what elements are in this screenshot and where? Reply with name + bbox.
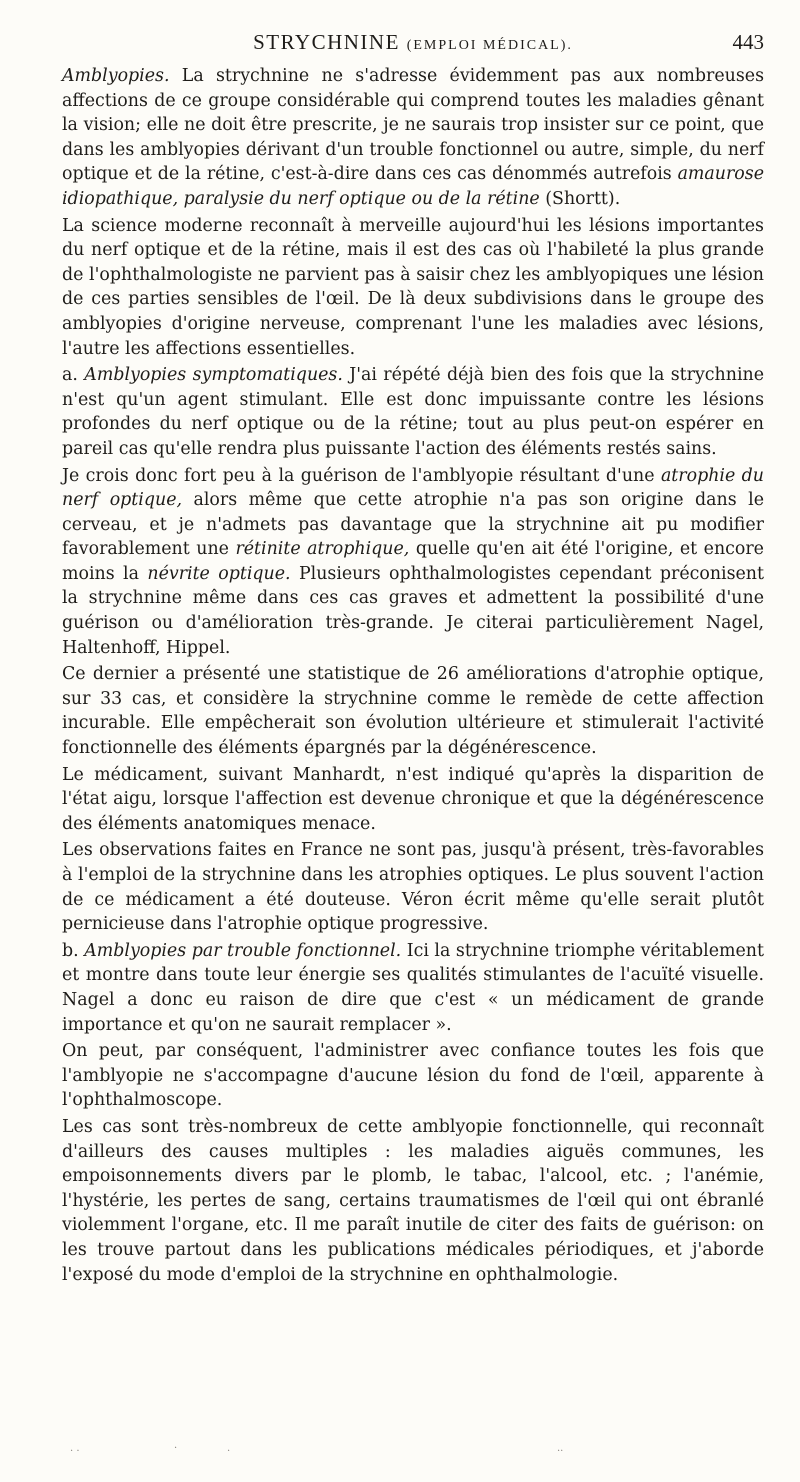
paragraph <box>62 939 764 1037</box>
running-title-sub: (EMPLOI MÉDICAL). <box>406 38 573 53</box>
paragraph <box>62 662 764 760</box>
text-run: alors même que cette atrophie n'a pas son origine dans le cerveau, et je n'admets pas davantage que la strychnine ait pu modifier favorablement une <box>62 490 764 560</box>
text-run: Plusieurs ophthalmologistes cependant préconisent la strychnine même dans ces cas graves et admettent la possibilité d'une guérison ou d'amélioration très-grande. Je citerai particulièrement Nagel, Haltenhoff, Hippel. <box>62 563 764 658</box>
text-run: Le médicament, suivant Manhardt, n'est indiqué qu'après la disparition de l'état aigu, lorsque l'affection est devenue chronique et que la dégénérescence des éléments anatomiques menace. <box>62 764 764 834</box>
text-run: (Shortt). <box>539 188 621 209</box>
text-run: La science moderne reconnaît à merveille aujourd'hui les lésions importantes du nerf optique et de la rétine, mais il est des cas où l'habileté la plus grande de l'ophthalmologiste ne parvient pas à saisir chez les amblyopiques une lésion de ces parties sensibles de l'œil. De là deux subdivisions dans le groupe des amblyopies d'origine nerveuse, comprenant l'une les maladies avec lésions, l'autre les affections essentielles. <box>62 215 764 359</box>
italic-run: Amblyopies. <box>62 66 170 86</box>
running-title <box>62 30 764 55</box>
text-run: Ici la strychnine triomphe véritablement et montre dans toute leur énergie ses qualités stimulantes de l'acuïté visuelle. Nagel a donc eu raison de dire que c'est « un médicament de grande importance et qu'on ne saurait remplacer ». <box>62 940 764 1035</box>
paragraph <box>62 214 764 362</box>
text-run: La strychnine ne s'adresse évidemment pas aux nombreuses affections de ce groupe considérable qui comprend toutes les maladies gênant la vision; elle ne doit être prescrite, je ne saurais trop insister sur ce point, que dans les amblyopies dérivant d'un trouble fonctionnel ou autre, simple, du nerf optique et de la rétine, c'est-à-dire dans ces cas dénommés autrefois <box>62 66 764 185</box>
paragraph <box>62 838 764 936</box>
running-title-main: STRYCHNINE <box>253 30 400 54</box>
text-run: J'ai répété déjà bien des fois que la strychnine n'est qu'un agent stimulant. Elle est donc impuissante contre les lésions profondes du nerf optique ou de la rétine; tout au plus peut-on espérer en pareil cas qu'elle rendra plus puissante l'action des éléments restés sains. <box>62 365 764 459</box>
text-run: On peut, par conséquent, l'administrer avec confiance toutes les fois que l'amblyopie ne s'accompagne d'aucune lésion du fond de l'œil, apparente à l'ophthalmoscope. <box>62 1041 764 1111</box>
italic-run: rétinite atrophique, <box>235 539 410 560</box>
text-run: Ce dernier a présenté une statistique de 26 améliorations d'atrophie optique, sur 33 cas, et considère la strychnine comme le remède de cette affection incurable. Elle empêcherait son évolution ultérieure et stimulerait l'activité fonctionnelle des éléments épargnés par la dégénérescence. <box>62 664 764 759</box>
paragraph <box>62 363 764 461</box>
paragraph <box>62 1115 764 1287</box>
bottom-margin-specks: . . · . .. <box>70 1443 564 1454</box>
text-run: b. <box>62 940 85 961</box>
italic-run: atrophie du nerf optique, <box>62 465 765 511</box>
italic-run: Amblyopies symptomatiques. <box>84 365 343 386</box>
italic-run: névrite optique. <box>147 563 291 584</box>
text-run: Les observations faites en France ne sont pas, jusqu'à présent, très-favorables à l'emploi de la strychnine dans les atrophies optiques. Le plus souvent l'action de ce médicament a été douteuse. Véron écrit même qu'elle serait plutôt pernicieuse dans l'atrophie optique progressive. <box>62 840 764 935</box>
italic-run: amaurose idiopathique, paralysie du nerf optique ou de la rétine <box>62 164 764 209</box>
text-run: Je crois donc fort peu à la guérison de l'amblyopie résultant d'une <box>62 465 661 486</box>
running-header <box>62 30 764 64</box>
text-run: a. <box>62 365 85 386</box>
text-run: quelle qu'en ait été l'origine, et encore moins la <box>62 539 764 584</box>
paragraph <box>62 1039 764 1113</box>
page-number: 443 <box>732 30 764 54</box>
paragraph <box>62 464 764 661</box>
paragraph <box>62 64 764 212</box>
paragraph <box>62 763 764 837</box>
body-text <box>62 64 764 1287</box>
text-run: Les cas sont très-nombreux de cette amblyopie fonctionnelle, qui reconnaît d'ailleurs des causes multiples : les maladies aiguës communes, les empoisonnements divers par le plomb, le tabac, l'alcool, etc. ; l'anémie, l'hystérie, les pertes de sang, certains traumatismes de l'œil qui ont ébranlé violemment l'organe, etc. Il me paraît inutile de citer des faits de guérison: on les trouve partout dans les publications médicales périodiques, et j'aborde l'exposé du mode d'emploi de la strychnine en ophthalmologie. <box>62 1116 764 1285</box>
italic-run: Amblyopies par trouble fonctionnel. <box>84 940 402 961</box>
